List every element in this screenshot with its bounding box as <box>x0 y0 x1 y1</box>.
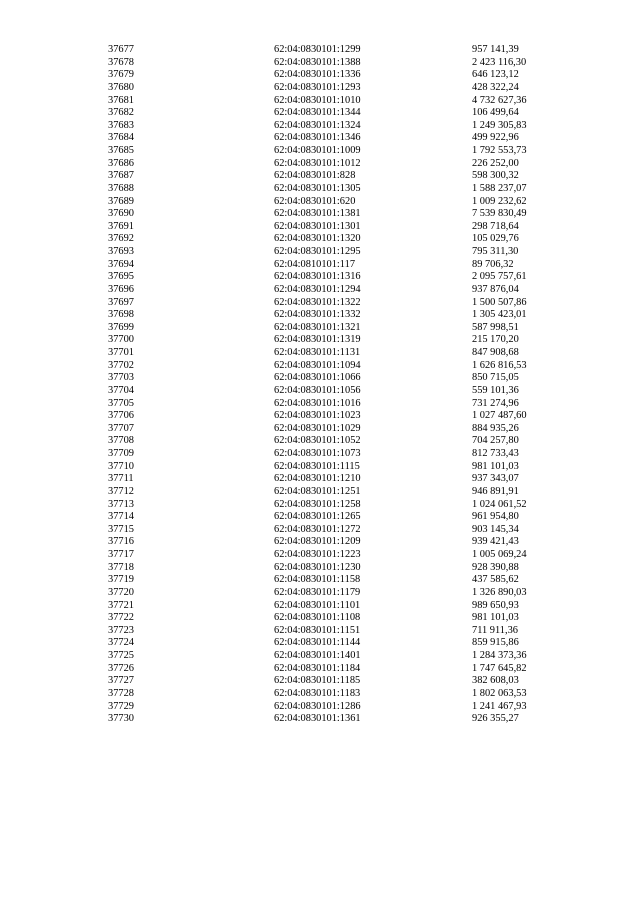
cadastral-number-cell: 62:04:0830101:1094 <box>274 359 361 371</box>
value-cell: 1 241 467,93 <box>472 700 527 712</box>
cadastral-number-cell: 62:04:0830101:1010 <box>274 94 361 106</box>
cadastral-number-cell: 62:04:0830101:1230 <box>274 561 361 573</box>
value-cell: 731 274,96 <box>472 397 519 409</box>
value-cell: 981 101,03 <box>472 460 519 472</box>
row-number-cell: 37715 <box>108 523 134 535</box>
value-cell: 226 252,00 <box>472 157 519 169</box>
value-cell: 1 802 063,53 <box>472 687 527 699</box>
table-row <box>108 574 562 587</box>
value-cell: 704 257,80 <box>472 435 519 447</box>
cadastral-number-cell: 62:04:0830101:1361 <box>274 713 361 725</box>
table-row <box>108 600 562 613</box>
cadastral-number-cell: 62:04:0830101:1158 <box>274 574 361 586</box>
cadastral-number-cell: 62:04:0810101:117 <box>274 258 356 270</box>
table-row <box>108 259 562 272</box>
table-row <box>108 347 562 360</box>
table-row <box>108 398 562 411</box>
value-cell: 1 792 553,73 <box>472 145 527 156</box>
value-cell: 598 300,32 <box>472 170 519 182</box>
table-row <box>108 95 562 108</box>
cadastral-number-cell: 62:04:0830101:1029 <box>274 422 361 434</box>
cadastral-number-cell: 62:04:0830101:1108 <box>274 612 361 624</box>
row-number-cell: 37693 <box>108 246 134 257</box>
value-cell: 850 715,05 <box>472 372 519 384</box>
table-row <box>108 158 562 171</box>
row-number-cell: 37719 <box>108 574 134 586</box>
row-number-cell: 37694 <box>108 258 134 270</box>
row-number-cell: 37704 <box>108 384 134 396</box>
row-number-cell: 37706 <box>108 410 134 422</box>
cadastral-number-cell: 62:04:0830101:1322 <box>274 296 361 308</box>
value-cell: 1 009 232,62 <box>472 195 527 207</box>
row-number-cell: 37691 <box>108 220 134 232</box>
table-row <box>108 701 562 714</box>
row-number-cell: 37680 <box>108 81 134 93</box>
table-row <box>108 221 562 234</box>
table-row <box>108 524 562 537</box>
row-number-cell: 37717 <box>108 549 134 560</box>
cadastral-number-cell: 62:04:0830101:1299 <box>274 44 361 55</box>
table-row <box>108 423 562 436</box>
table-row <box>108 625 562 638</box>
cadastral-number-cell: 62:04:0830101:1381 <box>274 208 361 220</box>
value-cell: 1 747 645,82 <box>472 662 527 674</box>
table-row <box>108 208 562 221</box>
cadastral-number-cell: 62:04:0830101:1251 <box>274 485 361 497</box>
row-number-cell: 37687 <box>108 170 134 182</box>
table-row <box>108 233 562 246</box>
table-row <box>108 297 562 310</box>
row-number-cell: 37692 <box>108 233 134 245</box>
table-body <box>108 44 562 726</box>
row-number-cell: 37685 <box>108 145 134 156</box>
row-number-cell: 37681 <box>108 94 134 106</box>
cadastral-number-cell: 62:04:0830101:1305 <box>274 182 361 194</box>
table-row <box>108 170 562 183</box>
cadastral-number-cell: 62:04:0830101:1301 <box>274 220 361 232</box>
table-row <box>108 486 562 499</box>
cadastral-number-cell: 62:04:0830101:1324 <box>274 119 361 131</box>
row-number-cell: 37712 <box>108 485 134 497</box>
cadastral-number-cell: 62:04:0830101:1101 <box>274 599 361 611</box>
row-number-cell: 37689 <box>108 195 134 207</box>
row-number-cell: 37708 <box>108 435 134 447</box>
cadastral-number-cell: 62:04:0830101:1209 <box>274 536 361 548</box>
row-number-cell: 37726 <box>108 662 134 674</box>
value-cell: 215 170,20 <box>472 334 519 346</box>
row-number-cell: 37686 <box>108 157 134 169</box>
row-number-cell: 37700 <box>108 334 134 346</box>
table-row <box>108 69 562 82</box>
value-cell: 928 390,88 <box>472 561 519 573</box>
value-cell: 989 650,93 <box>472 599 519 611</box>
cadastral-number-cell: 62:04:0830101:1294 <box>274 283 361 295</box>
value-cell: 903 145,34 <box>472 523 519 535</box>
row-number-cell: 37709 <box>108 448 134 459</box>
value-cell: 1 500 507,86 <box>472 296 527 308</box>
cadastral-number-cell: 62:04:0830101:1151 <box>274 624 361 636</box>
cadastral-number-cell: 62:04:0830101:1210 <box>274 473 361 485</box>
value-cell: 428 322,24 <box>472 81 519 93</box>
row-number-cell: 37703 <box>108 372 134 384</box>
cadastral-number-cell: 62:04:0830101:828 <box>274 170 356 182</box>
cadastral-number-cell: 62:04:0830101:1401 <box>274 650 361 661</box>
table-row <box>108 511 562 524</box>
table-row <box>108 650 562 663</box>
value-cell: 961 954,80 <box>472 511 519 523</box>
row-number-cell: 37677 <box>108 44 134 55</box>
cadastral-number-cell: 62:04:0830101:1009 <box>274 145 361 156</box>
value-cell: 499 922,96 <box>472 132 519 144</box>
value-cell: 859 915,86 <box>472 637 519 649</box>
table-row <box>108 499 562 512</box>
cadastral-number-cell: 62:04:0830101:1023 <box>274 410 361 422</box>
cadastral-number-cell: 62:04:0830101:1115 <box>274 460 360 472</box>
value-cell: 1 024 061,52 <box>472 498 527 510</box>
table-row <box>108 435 562 448</box>
row-number-cell: 37702 <box>108 359 134 371</box>
value-cell: 946 891,91 <box>472 485 519 497</box>
table-row <box>108 107 562 120</box>
table-row <box>108 183 562 196</box>
row-number-cell: 37701 <box>108 347 134 358</box>
cadastral-number-cell: 62:04:0830101:1295 <box>274 246 361 257</box>
row-number-cell: 37678 <box>108 56 134 68</box>
row-number-cell: 37683 <box>108 119 134 131</box>
value-cell: 7 539 830,49 <box>472 208 527 220</box>
value-cell: 2 423 116,30 <box>472 56 527 68</box>
value-cell: 981 101,03 <box>472 612 519 624</box>
cadastral-number-cell: 62:04:0830101:1056 <box>274 384 361 396</box>
table-row <box>108 688 562 701</box>
table-row <box>108 322 562 335</box>
cadastral-number-cell: 62:04:0830101:1320 <box>274 233 361 245</box>
row-number-cell: 37684 <box>108 132 134 144</box>
cadastral-number-cell: 62:04:0830101:1286 <box>274 700 361 712</box>
row-number-cell: 37690 <box>108 208 134 220</box>
table-row <box>108 536 562 549</box>
row-number-cell: 37720 <box>108 586 134 598</box>
table-row <box>108 284 562 297</box>
cadastral-value-table <box>108 44 562 726</box>
value-cell: 847 908,68 <box>472 347 519 358</box>
cadastral-number-cell: 62:04:0830101:1073 <box>274 448 361 459</box>
cadastral-number-cell: 62:04:0830101:1016 <box>274 397 361 409</box>
value-cell: 382 608,03 <box>472 675 519 687</box>
table-row <box>108 334 562 347</box>
value-cell: 646 123,12 <box>472 69 519 81</box>
row-number-cell: 37727 <box>108 675 134 687</box>
table-row <box>108 44 562 57</box>
value-cell: 2 095 757,61 <box>472 271 527 283</box>
row-number-cell: 37705 <box>108 397 134 409</box>
value-cell: 4 732 627,36 <box>472 94 527 106</box>
cadastral-number-cell: 62:04:0830101:1223 <box>274 549 361 560</box>
cadastral-number-cell: 62:04:0830101:1344 <box>274 107 361 119</box>
value-cell: 937 876,04 <box>472 283 519 295</box>
value-cell: 559 101,36 <box>472 384 519 396</box>
value-cell: 711 911,36 <box>472 624 518 636</box>
row-number-cell: 37679 <box>108 69 134 81</box>
table-row <box>108 145 562 158</box>
row-number-cell: 37710 <box>108 460 134 472</box>
table-row <box>108 120 562 133</box>
value-cell: 795 311,30 <box>472 246 519 257</box>
row-number-cell: 37682 <box>108 107 134 119</box>
table-row <box>108 587 562 600</box>
table-row <box>108 372 562 385</box>
cadastral-number-cell: 62:04:0830101:1258 <box>274 498 361 510</box>
cadastral-number-cell: 62:04:0830101:1185 <box>274 675 361 687</box>
table-row <box>108 360 562 373</box>
row-number-cell: 37688 <box>108 182 134 194</box>
value-cell: 1 326 890,03 <box>472 586 527 598</box>
cadastral-number-cell: 62:04:0830101:1179 <box>274 586 361 598</box>
table-row <box>108 713 562 726</box>
cadastral-number-cell: 62:04:0830101:1319 <box>274 334 361 346</box>
row-number-cell: 37718 <box>108 561 134 573</box>
table-row <box>108 132 562 145</box>
cadastral-number-cell: 62:04:0830101:1346 <box>274 132 361 144</box>
cadastral-number-cell: 62:04:0830101:1272 <box>274 523 361 535</box>
value-cell: 587 998,51 <box>472 321 519 333</box>
cadastral-number-cell: 62:04:0830101:1316 <box>274 271 361 283</box>
cadastral-number-cell: 62:04:0830101:1066 <box>274 372 361 384</box>
table-row <box>108 663 562 676</box>
value-cell: 812 733,43 <box>472 448 519 459</box>
value-cell: 1 249 305,83 <box>472 119 527 131</box>
row-number-cell: 37722 <box>108 612 134 624</box>
cadastral-number-cell: 62:04:0830101:1332 <box>274 309 361 321</box>
table-row <box>108 82 562 95</box>
cadastral-number-cell: 62:04:0830101:1265 <box>274 511 361 523</box>
row-number-cell: 37698 <box>108 309 134 321</box>
table-row <box>108 637 562 650</box>
table-row <box>108 675 562 688</box>
value-cell: 437 585,62 <box>472 574 519 586</box>
value-cell: 1 284 373,36 <box>472 650 527 661</box>
table-row <box>108 473 562 486</box>
table-row <box>108 246 562 259</box>
row-number-cell: 37707 <box>108 422 134 434</box>
row-number-cell: 37696 <box>108 283 134 295</box>
row-number-cell: 37699 <box>108 321 134 333</box>
row-number-cell: 37721 <box>108 599 134 611</box>
row-number-cell: 37716 <box>108 536 134 548</box>
cadastral-number-cell: 62:04:0830101:1012 <box>274 157 361 169</box>
cadastral-number-cell: 62:04:0830101:620 <box>274 195 356 207</box>
value-cell: 1 005 069,24 <box>472 549 527 560</box>
row-number-cell: 37714 <box>108 511 134 523</box>
value-cell: 298 718,64 <box>472 220 519 232</box>
value-cell: 884 935,26 <box>472 422 519 434</box>
table-row <box>108 448 562 461</box>
cadastral-number-cell: 62:04:0830101:1184 <box>274 662 361 674</box>
cadastral-number-cell: 62:04:0830101:1388 <box>274 56 361 68</box>
row-number-cell: 37695 <box>108 271 134 283</box>
cadastral-number-cell: 62:04:0830101:1293 <box>274 81 361 93</box>
cadastral-number-cell: 62:04:0830101:1052 <box>274 435 361 447</box>
table-row <box>108 410 562 423</box>
cadastral-number-cell: 62:04:0830101:1144 <box>274 637 361 649</box>
value-cell: 105 029,76 <box>472 233 519 245</box>
value-cell: 1 588 237,07 <box>472 182 527 194</box>
row-number-cell: 37730 <box>108 713 134 725</box>
row-number-cell: 37725 <box>108 650 134 661</box>
table-row <box>108 309 562 322</box>
value-cell: 1 626 816,53 <box>472 359 527 371</box>
cadastral-number-cell: 62:04:0830101:1321 <box>274 321 361 333</box>
value-cell: 937 343,07 <box>472 473 519 485</box>
cadastral-number-cell: 62:04:0830101:1336 <box>274 69 361 81</box>
row-number-cell: 37729 <box>108 700 134 712</box>
table-row <box>108 196 562 209</box>
row-number-cell: 37713 <box>108 498 134 510</box>
value-cell: 1 027 487,60 <box>472 410 527 422</box>
row-number-cell: 37697 <box>108 296 134 308</box>
value-cell: 939 421,43 <box>472 536 519 548</box>
value-cell: 106 499,64 <box>472 107 519 119</box>
table-row <box>108 612 562 625</box>
value-cell: 1 305 423,01 <box>472 309 527 321</box>
value-cell: 89 706,32 <box>472 258 514 270</box>
value-cell: 926 355,27 <box>472 713 519 725</box>
value-cell: 957 141,39 <box>472 44 519 55</box>
table-row <box>108 271 562 284</box>
row-number-cell: 37728 <box>108 687 134 699</box>
row-number-cell: 37723 <box>108 624 134 636</box>
table-row <box>108 562 562 575</box>
cadastral-number-cell: 62:04:0830101:1183 <box>274 687 361 699</box>
table-row <box>108 549 562 562</box>
table-row <box>108 57 562 70</box>
table-row <box>108 385 562 398</box>
cadastral-number-cell: 62:04:0830101:1131 <box>274 347 361 358</box>
table-row <box>108 461 562 474</box>
row-number-cell: 37724 <box>108 637 134 649</box>
row-number-cell: 37711 <box>108 473 134 485</box>
